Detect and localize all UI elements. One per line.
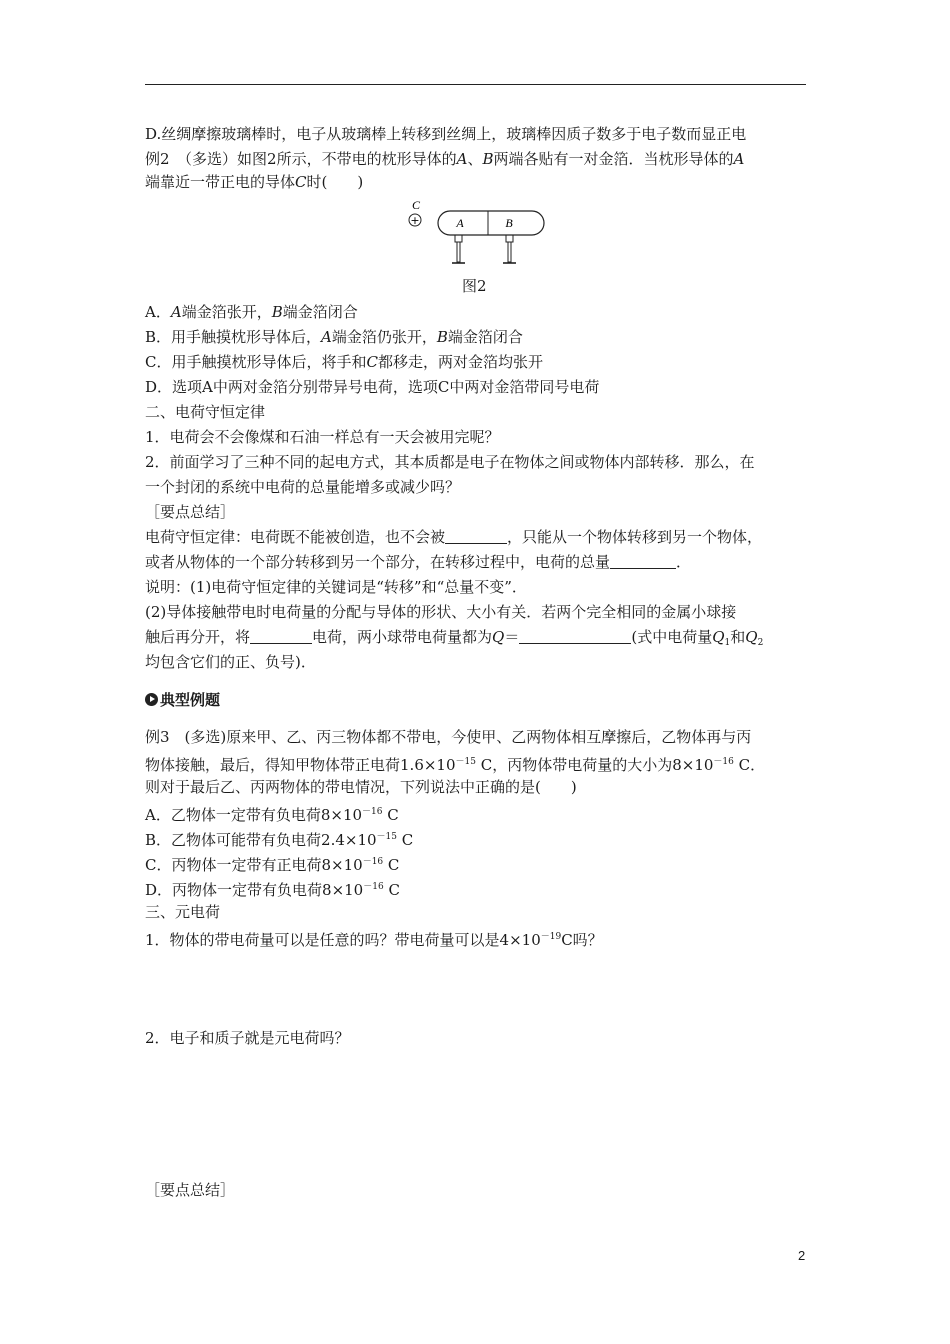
- option-d: D．选项A中两对金箔分别带异号电荷，选项C中两对金箔带同号电荷: [145, 378, 600, 396]
- example-3-line-3: 则对于最后乙、丙两物体的带电情况，下列说法中正确的是( ): [145, 778, 577, 796]
- stand-b-top: [506, 235, 513, 242]
- section-3-question-1: 1．物体的带电荷量可以是任意的吗？带电荷量可以是$4\times 10^{-19}C$吗？: [145, 931, 603, 949]
- figure-label-c: C: [412, 198, 421, 212]
- answer-blank: [250, 629, 312, 644]
- example-2-line-2: 端靠近一带正电的导体C时( ): [145, 173, 364, 191]
- figure-caption: 图2: [462, 277, 487, 295]
- stand-a-top: [455, 235, 462, 242]
- example-3-line-1: 例3 (多选)原来甲、乙、丙三物体都不带电，今使甲、乙两物体相互摩擦后，乙物体再与丙: [145, 728, 752, 746]
- plus-sign: +: [410, 214, 420, 227]
- key-summary-1: ［要点总结］: [145, 503, 236, 521]
- option-a: A．A端金箔张开，B端金箔闭合: [145, 303, 358, 321]
- conservation-law-line-2: 或者从物体的一个部分转移到另一个部分，在转移过程中，电荷的总量 ．: [145, 553, 692, 571]
- option-c: C．用手触摸枕形导体后，将手和C都移走，两对金箔均张开: [145, 353, 543, 371]
- example-2-line-1: 例2 （多选）如图2所示，不带电的枕形导体的A、B两端各贴有一对金箔．当枕形导体的A: [145, 150, 745, 168]
- conservation-law-line-1: 电荷守恒定律：电荷既不能被创造，也不会被 ，只能从一个物体转移到另一个物体，: [145, 528, 763, 546]
- stand-a: [457, 242, 460, 262]
- figure-label-b: B: [505, 216, 513, 230]
- pillow-conductor-figure: [400, 198, 550, 270]
- play-icon: [145, 693, 158, 706]
- page-number: 2: [798, 1248, 806, 1263]
- example-3-line-2: 物体接触，最后，得知甲物体带正电荷$1.6\times 10^{-15}$ C，丙物体带电荷量的大小为$8\times 10^{-16}$ C．: [145, 756, 766, 774]
- section-2-heading: 二、电荷守恒定律: [145, 403, 266, 421]
- header-rule: [145, 84, 806, 85]
- typical-examples-heading: 典型例题: [145, 690, 220, 710]
- example-3-option-c: C．丙物体一定带有正电荷$8\times 10^{-16}$ C: [145, 856, 400, 874]
- figure-label-a: A: [456, 216, 464, 230]
- example-3-option-b: B．乙物体可能带有负电荷$2.4\times 10^{-15}$ C: [145, 831, 414, 849]
- section-3-question-2: 2．电子和质子就是元电荷吗？: [145, 1029, 350, 1047]
- answer-blank: [519, 629, 631, 644]
- question-2-line-2: 一个封闭的系统中电荷的总量能增多或减少吗？: [145, 478, 461, 496]
- note-1: 说明：(1)电荷守恒定律的关键词是“转移”和“总量不变”．: [145, 578, 527, 596]
- answer-blank: [445, 529, 507, 544]
- section-3-heading: 三、元电荷: [145, 903, 221, 921]
- answer-blank: [610, 554, 676, 569]
- note-4: 均包含它们的正、负号)．: [145, 653, 316, 671]
- option-d-previous: D.丝绸摩擦玻璃棒时，电子从玻璃棒上转移到丝绸上，玻璃棒因质子数多于电子数而显正电: [145, 125, 747, 143]
- option-b: B．用手触摸枕形导体后，A端金箔仍张开，B端金箔闭合: [145, 328, 523, 346]
- question-2-line-1: 2．前面学习了三种不同的起电方式，其本质都是电子在物体之间或物体内部转移．那么，在: [145, 453, 755, 471]
- note-2: (2)导体接触带电时电荷量的分配与导体的形状、大小有关．若两个完全相同的金属小球接: [145, 603, 737, 621]
- note-3: 触后再分开，将 电荷，两小球带电荷量都为Q＝ (式中电荷量$Q_1$和$Q_2$: [145, 628, 764, 648]
- stand-b: [508, 242, 511, 262]
- key-summary-2: ［要点总结］: [145, 1181, 236, 1199]
- question-1: 1．电荷会不会像煤和石油一样总有一天会被用完呢？: [145, 428, 500, 446]
- example-3-option-d: D．丙物体一定带有负电荷$8\times 10^{-16}$ C: [145, 881, 400, 899]
- conductor-body: [438, 211, 544, 235]
- example-3-option-a: A．乙物体一定带有负电荷$8\times 10^{-16}$ C: [145, 806, 399, 824]
